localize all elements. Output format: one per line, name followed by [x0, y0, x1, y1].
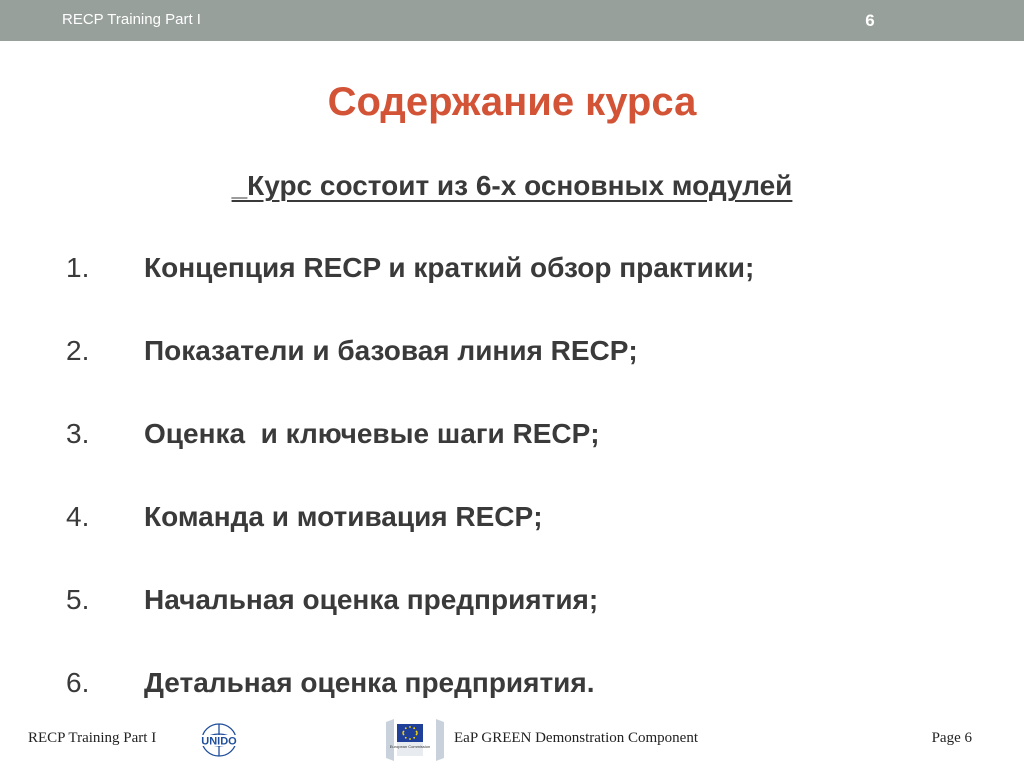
- list-item-number: 3.: [66, 418, 90, 449]
- list-item: [66, 418, 966, 501]
- unido-logo-text: UNIDO: [201, 735, 237, 748]
- slide-subtitle: [0, 170, 1024, 202]
- slide-number: 6: [865, 11, 875, 30]
- list-item-number: 1.: [66, 252, 90, 283]
- unido-logo: [194, 722, 244, 758]
- list-item-number: 6.: [66, 667, 90, 698]
- list-item: [66, 335, 966, 418]
- subtitle-text: _Курс состоит из 6-х основных модулей: [231, 170, 793, 201]
- eu-logo-text: European Commission: [389, 744, 431, 749]
- footer-center-text: EaP GREEN Demonstration Component: [454, 730, 698, 746]
- list-item-label: Показатели и базовая линия RECP;: [144, 335, 638, 366]
- list-item-number: 2.: [66, 335, 90, 366]
- list-item-label: Начальная оценка предприятия;: [144, 584, 599, 615]
- list-item: [66, 501, 966, 584]
- list-item-number: 4.: [66, 501, 90, 532]
- eu-commission-logo: [384, 718, 446, 762]
- list-item-label: Концепция RECP и краткий обзор практики;: [144, 252, 755, 283]
- module-list: [66, 252, 966, 750]
- list-item-label: Оценка и ключевые шаги RECP;: [144, 418, 600, 449]
- slide-title: Содержание курса: [327, 80, 697, 124]
- header-text: RECP Training Part I: [62, 11, 201, 28]
- list-item-label: Команда и мотивация RECP;: [144, 501, 543, 532]
- footer-page-number: Page 6: [931, 730, 972, 746]
- footer-left-text: RECP Training Part I: [28, 730, 157, 746]
- list-item: [66, 252, 966, 335]
- list-item: [66, 584, 966, 667]
- header-bar: [0, 0, 1024, 41]
- footer: [0, 712, 1024, 768]
- list-item-label: Детальная оценка предприятия.: [144, 667, 595, 698]
- list-item-number: 5.: [66, 584, 90, 615]
